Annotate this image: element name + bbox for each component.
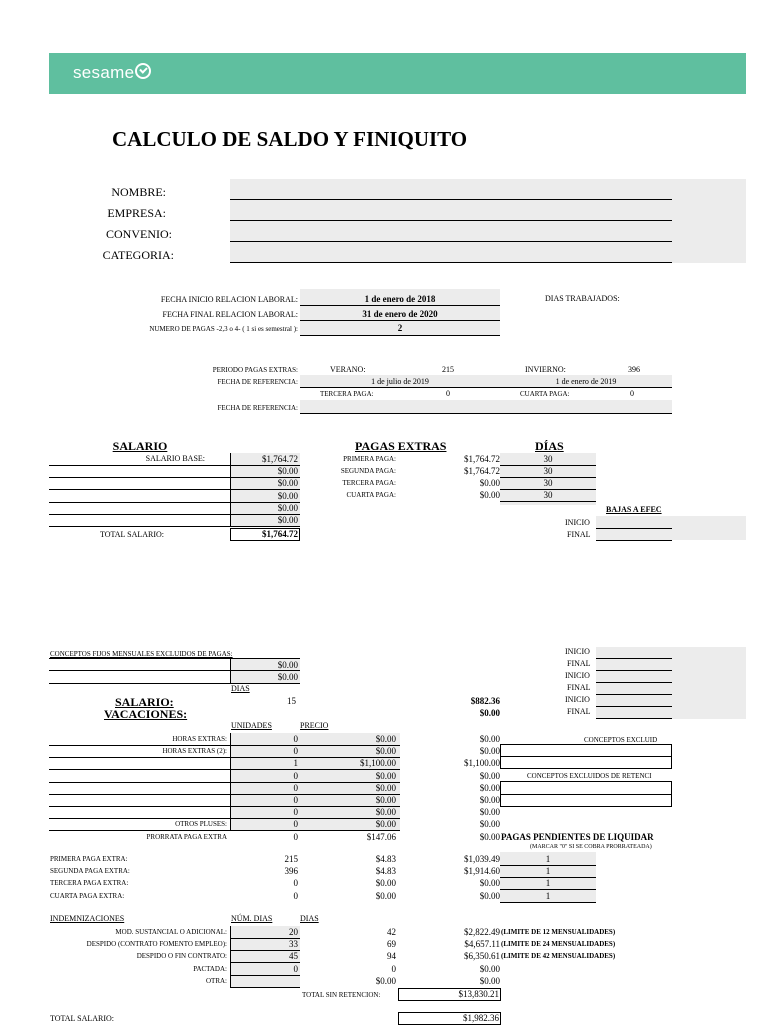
paga-extra-value: $1,764.72	[464, 454, 500, 464]
paga-pendiente-dias: 215	[284, 854, 298, 864]
paga-extra-dias[interactable]: 30	[543, 478, 553, 488]
grid-line	[596, 682, 672, 683]
inicio-label: INICIO	[565, 671, 590, 680]
categoria-field[interactable]	[230, 262, 672, 263]
horas-unidades[interactable]: 0	[293, 807, 298, 818]
conceptos-excluidos-label: CONCEPTOS EXCLUID	[584, 736, 658, 744]
grid-line	[596, 658, 672, 659]
paga-pendiente-label: PRIMERA PAGA EXTRA:	[50, 855, 128, 863]
personal-input-area	[230, 179, 746, 263]
paga-extra-value: $1,764.72	[464, 466, 500, 476]
bajas-header: BAJAS A EFEC	[606, 505, 662, 514]
bottom-total-value: $1,982.36	[463, 1013, 499, 1023]
paga-extra-dias[interactable]: 30	[543, 466, 553, 476]
horas-precio[interactable]: $0.00	[375, 819, 396, 830]
bottom-total-label: TOTAL SALARIO:	[50, 1014, 115, 1023]
horas-unidades[interactable]: 0	[293, 782, 298, 793]
fecha-final-value[interactable]: 31 de enero de 2020	[362, 309, 438, 319]
indemnizacion-num-dias[interactable]: 0	[293, 963, 298, 974]
indemnizacion-dias: 0	[391, 963, 396, 974]
concepto-value[interactable]: $0.00	[277, 672, 298, 682]
salario-value[interactable]: $0.00	[277, 502, 298, 513]
indem-dias-header: DIAS	[300, 914, 319, 923]
fecha-inicio-value[interactable]: 1 de enero de 2018	[364, 294, 436, 304]
indemnizacion-limite: (LIMITE DE 24 MENSUALIDADES)	[501, 940, 616, 949]
tercera-paga-label: TERCERA PAGA:	[320, 390, 374, 398]
pagas-extras-header: PAGAS EXTRAS	[355, 439, 447, 453]
ref-verano-value[interactable]: 1 de julio de 2019	[371, 377, 429, 386]
categoria-label: CATEGORIA:	[102, 248, 174, 262]
unidades-header: UNIDADES	[231, 721, 272, 730]
final-label: FINAL	[567, 707, 591, 716]
fecha-inicio-label: FECHA INICIO RELACION LABORAL:	[160, 295, 298, 304]
salario-value[interactable]: $0.00	[277, 466, 298, 477]
horas-precio[interactable]: $0.00	[375, 807, 396, 818]
horas-precio[interactable]: $147.06	[366, 831, 396, 842]
horas-total: $0.00	[479, 734, 500, 744]
conceptos-fijos-header: CONCEPTOS FIJOS MENSUALES EXCLUIDOS DE PAGAS:	[50, 650, 233, 658]
paga-pendiente-label: CUARTA PAGA EXTRA:	[50, 891, 125, 900]
paga-extra-value: $0.00	[479, 490, 500, 500]
paga-pendiente-total: $1,039.49	[464, 854, 500, 864]
paga-pendiente-label: TERCERA PAGA EXTRA:	[50, 879, 129, 888]
pagas-pendientes-header: PAGAS PENDIENTES DE LIQUIDAR	[501, 832, 654, 842]
total-sin-retencion-value: $13,830.21	[458, 989, 499, 999]
salario-header: SALARIO	[112, 439, 168, 453]
indemnizacion-total: $0.00	[479, 975, 500, 986]
indemnizacion-total: $6,350.61	[464, 951, 500, 962]
horas-total: $0.00	[479, 831, 500, 842]
paga-pendiente-precio: $0.00	[375, 890, 396, 901]
horas-row-label: PRORRATA PAGA EXTRA	[146, 832, 227, 841]
bajas-inicio-label: INICIO	[565, 518, 590, 527]
grid-line	[596, 718, 672, 719]
grid-line	[49, 526, 300, 527]
horas-total: $0.00	[479, 819, 500, 830]
paga-pendiente-dias: 0	[293, 878, 298, 889]
sv-vacaciones-label: VACACIONES:	[104, 707, 188, 721]
sv-vacaciones-total: $0.00	[479, 708, 500, 718]
indemnizacion-total: $4,657.11	[464, 939, 500, 950]
verano-value: 215	[442, 365, 454, 374]
invierno-value: 396	[628, 365, 640, 374]
paga-pendiente-marca[interactable]: 1	[545, 878, 551, 889]
indemnizacion-label: DESPIDO O FIN CONTRATO:	[136, 952, 227, 961]
horas-unidades[interactable]: 0	[293, 831, 298, 842]
tercera-paga-value: 0	[446, 389, 450, 398]
paga-extra-label: CUARTA PAGA:	[346, 491, 396, 499]
indemnizacion-limite: (LIMITE DE 42 MENSUALIDADES)	[501, 952, 616, 961]
horas-total: $0.00	[479, 746, 500, 757]
paga-pendiente-dias: 0	[293, 890, 298, 901]
indemnizacion-num-dias[interactable]: 20	[289, 927, 298, 937]
grid-line	[500, 501, 596, 502]
nombre-label: NOMBRE:	[111, 185, 166, 199]
paga-extra-label: SEGUNDA PAGA:	[340, 467, 396, 475]
paga-pendiente-precio: $4.83	[375, 854, 396, 864]
precio-header: PRECIO	[300, 721, 329, 730]
sesame-logo: sesame	[73, 62, 151, 83]
paga-pendiente-marca[interactable]: 1	[545, 866, 551, 877]
grid-line	[500, 902, 596, 903]
brand-banner	[49, 53, 746, 94]
indemnizacion-total: $2,822.49	[464, 927, 500, 937]
fecha-final-label: FECHA FINAL RELACION LABORAL:	[162, 310, 298, 319]
convenio-field[interactable]	[230, 241, 672, 242]
indemnizacion-limite: (LIMITE DE 12 MENSUALIDADES)	[501, 928, 616, 936]
verano-label: VERANO:	[330, 365, 366, 374]
horas-unidades[interactable]: 1	[293, 758, 298, 769]
numero-pagas-label: NUMERO DE PAGAS -2,3 o 4- ( 1 si es semestral ):	[149, 325, 298, 333]
horas-total: $0.00	[479, 795, 500, 805]
numero-pagas-value[interactable]: 2	[397, 323, 403, 333]
grid-line	[230, 975, 300, 976]
paga-pendiente-total: $0.00	[479, 878, 500, 889]
paga-pendiente-label: SEGUNDA PAGA EXTRA:	[50, 867, 130, 876]
horas-precio[interactable]: $0.00	[375, 770, 396, 781]
final-label: FINAL	[567, 683, 591, 692]
horas-unidades[interactable]: 0	[293, 819, 298, 830]
empresa-field[interactable]	[230, 220, 672, 221]
grid-line	[596, 694, 672, 695]
paga-pendiente-precio: $4.83	[375, 866, 396, 877]
salario-value[interactable]: $0.00	[277, 515, 298, 525]
paga-pendiente-total: $1,914.60	[464, 866, 500, 877]
periodo-label: PERIODO PAGAS EXTRAS:	[212, 366, 298, 374]
paga-pendiente-marca[interactable]: 1	[545, 890, 551, 901]
final-label: FINAL	[567, 659, 591, 668]
convenio-label: CONVENIO:	[106, 227, 172, 241]
fecha-referencia-2-label: FECHA DE REFERENCIA:	[217, 404, 298, 412]
indemnizaciones-header: INDEMNIZACIONES	[50, 914, 125, 923]
horas-unidades[interactable]: 0	[293, 795, 298, 805]
sv-salario-total: $882.36	[470, 696, 500, 706]
indemnizacion-num-dias[interactable]: 45	[289, 951, 298, 962]
paga-extra-dias[interactable]: 30	[543, 454, 553, 464]
total-salario-value: $1,764.72	[262, 529, 298, 539]
salario-value[interactable]: $0.00	[277, 490, 298, 501]
fecha-referencia-label: FECHA DE REFERENCIA:	[217, 378, 298, 386]
paga-extra-dias[interactable]: 30	[543, 490, 553, 500]
indemnizacion-dias: 42	[387, 927, 396, 937]
page-title: CALCULO DE SALDO Y FINIQUITO	[112, 127, 468, 151]
fecha-referencia-2-field[interactable]	[300, 413, 672, 414]
indemnizacion-dias: 94	[387, 951, 396, 962]
horas-precio[interactable]: $0.00	[375, 734, 396, 744]
total-sin-retencion-label: TOTAL SIN RETENCION:	[302, 991, 381, 999]
horas-unidades[interactable]: 0	[293, 770, 298, 781]
salario-value[interactable]: $1,764.72	[262, 454, 298, 464]
sv-salario-dias: 15	[287, 696, 296, 706]
salario-base-label: SALARIO BASE:	[145, 454, 205, 463]
grid-line	[230, 987, 300, 988]
indemnizacion-label: DESPIDO (CONTRATO FOMENTO EMPLEO):	[86, 940, 227, 949]
horas-row-label: OTROS PLUSES:	[175, 820, 227, 829]
horas-unidades[interactable]: 0	[293, 734, 298, 744]
inicio-label: INICIO	[565, 647, 590, 656]
horas-row-label: HORAS EXTRAS:	[172, 735, 227, 743]
indemnizacion-dias: $0.00	[375, 975, 396, 986]
check-circle-icon	[135, 63, 151, 79]
nombre-field[interactable]	[230, 199, 672, 200]
horas-precio[interactable]: $0.00	[375, 746, 396, 757]
paga-extra-value: $0.00	[479, 478, 500, 488]
horas-unidades[interactable]: 0	[293, 746, 298, 757]
paga-pendiente-marca[interactable]: 1	[545, 854, 551, 864]
total-salario-label: TOTAL SALARIO:	[100, 530, 165, 539]
concepto-value[interactable]: $0.00	[277, 660, 298, 670]
sv-dias-header: DIAS	[231, 684, 250, 693]
horas-precio[interactable]: $1,100.00	[360, 758, 396, 769]
horas-total: $0.00	[479, 770, 500, 781]
horas-precio[interactable]: $0.00	[375, 795, 396, 805]
grid-line	[596, 670, 672, 671]
paga-pendiente-total: $0.00	[479, 890, 500, 901]
dias-header: DÍAS	[535, 439, 564, 453]
paga-extra-label: PRIMERA PAGA:	[343, 455, 396, 463]
invierno-label: INVIERNO:	[525, 365, 566, 374]
paga-extra-label: TERCERA PAGA:	[342, 479, 396, 487]
indemnizacion-label: MOD. SUSTANCIAL O ADICIONAL:	[115, 928, 227, 936]
salario-value[interactable]: $0.00	[277, 478, 298, 489]
indemnizacion-total: $0.00	[479, 963, 500, 974]
horas-precio[interactable]: $0.00	[375, 782, 396, 793]
horas-total: $0.00	[479, 782, 500, 793]
empresa-label: EMPRESA:	[107, 206, 166, 220]
pagas-pendientes-note: (MARCAR "0" SI SE COBRA PRORRATEADA)	[530, 844, 652, 850]
conceptos-excluidos-retencion-label: CONCEPTOS EXCLUIDOS DE RETENCI	[527, 772, 652, 780]
grid-line	[596, 706, 672, 707]
inicio-label: INICIO	[565, 695, 590, 704]
horas-total: $0.00	[479, 807, 500, 818]
dias-trabajados-label: DIAS TRABAJADOS:	[545, 294, 620, 303]
paga-pendiente-precio: $0.00	[375, 878, 396, 889]
horas-row-label: HORAS EXTRAS (2):	[162, 747, 227, 756]
horas-total: $1,100.00	[464, 758, 500, 769]
indemnizacion-num-dias[interactable]: 33	[289, 939, 298, 950]
indemnizacion-label: OTRA:	[206, 976, 227, 985]
paga-pendiente-dias: 396	[284, 866, 298, 877]
bajas-inicio-field[interactable]	[596, 528, 672, 529]
num-dias-header: NÚM. DIAS	[231, 914, 273, 923]
indemnizacion-dias: 69	[387, 939, 396, 950]
indemnizacion-label: PACTADA:	[193, 964, 227, 973]
ref-invierno-value[interactable]: 1 de enero de 2019	[555, 377, 617, 386]
bajas-final-field[interactable]	[596, 540, 672, 541]
sv-salario-label: SALARIO:	[115, 695, 174, 709]
cuarta-paga-label: CUARTA PAGA:	[520, 390, 570, 398]
cuarta-paga-value: 0	[630, 389, 634, 398]
bajas-final-label: FINAL	[567, 530, 591, 539]
